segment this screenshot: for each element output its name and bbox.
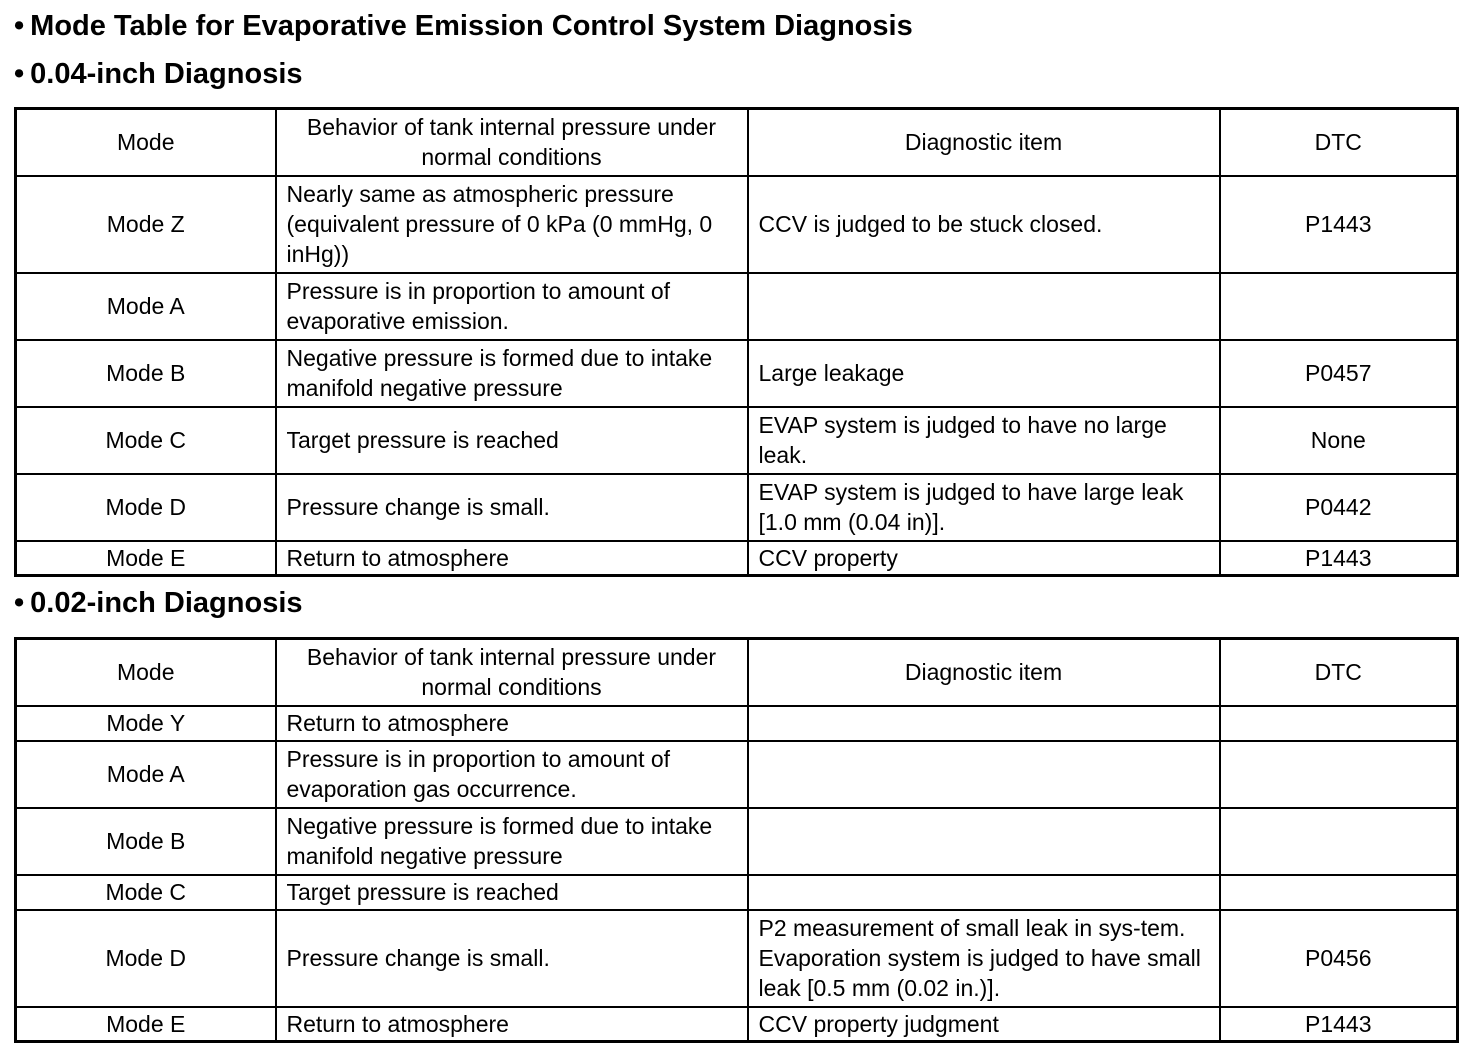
- mode-cell: Mode A: [16, 273, 276, 340]
- table-row: [16, 541, 1458, 576]
- dtc-cell: P0442: [1220, 474, 1458, 541]
- dtc-cell: P1443: [1220, 1007, 1458, 1042]
- diagnostic-item-cell: [748, 741, 1220, 808]
- diagnostic-item-cell: [748, 706, 1220, 741]
- behavior-cell: Pressure is in proportion to amount of evaporation gas occurrence.: [276, 741, 748, 808]
- column-header-behavior: Behavior of tank internal pressure under normal conditions: [276, 639, 748, 706]
- diagnostic-item-cell: CCV property: [748, 541, 1220, 576]
- mode-cell: Mode D: [16, 910, 276, 1007]
- column-header-mode: Mode: [16, 109, 276, 176]
- dtc-cell: P0457: [1220, 340, 1458, 407]
- table-row: [16, 176, 1458, 273]
- mode-cell: Mode Y: [16, 706, 276, 741]
- column-header-diagnostic-item: Diagnostic item: [748, 109, 1220, 176]
- behavior-cell: Negative pressure is formed due to intake manifold negative pressure: [276, 808, 748, 875]
- mode-cell: Mode D: [16, 474, 276, 541]
- table-row: [16, 910, 1458, 1007]
- dtc-cell: P0456: [1220, 910, 1458, 1007]
- mode-cell: Mode B: [16, 808, 276, 875]
- table-row: [16, 407, 1458, 474]
- diagnostic-item-cell: [748, 808, 1220, 875]
- table-row: [16, 741, 1458, 808]
- dtc-cell: [1220, 706, 1458, 741]
- table-row: [16, 273, 1458, 340]
- diagnostic-item-cell: EVAP system is judged to have large leak [1.0 mm (0.04 in)].: [748, 474, 1220, 541]
- dtc-cell: P1443: [1220, 176, 1458, 273]
- dtc-cell: [1220, 808, 1458, 875]
- mode-cell: Mode E: [16, 1007, 276, 1042]
- diagnostic-item-cell: [748, 875, 1220, 910]
- behavior-cell: Nearly same as atmospheric pressure (equivalent pressure of 0 kPa (0 mmHg, 0 inHg)): [276, 176, 748, 273]
- mode-table-002: [14, 637, 1459, 1043]
- dtc-cell: P1443: [1220, 541, 1458, 576]
- diagnostic-item-cell: EVAP system is judged to have no large leak.: [748, 407, 1220, 474]
- behavior-cell: Target pressure is reached: [276, 875, 748, 910]
- section-heading-002: • 0.02-inch Diagnosis: [14, 587, 303, 619]
- bullet-icon: •: [14, 10, 25, 42]
- table-header-row: [16, 639, 1458, 706]
- table-row: [16, 808, 1458, 875]
- diagnostic-item-cell: [748, 273, 1220, 340]
- table-row: [16, 875, 1458, 910]
- behavior-cell: Negative pressure is formed due to intake manifold negative pressure: [276, 340, 748, 407]
- bullet-icon: •: [14, 587, 25, 619]
- diagnostic-item-cell: P2 measurement of small leak in sys-tem. Evaporation system is judged to have small leak [0.5 mm (0.02 in.)].: [748, 910, 1220, 1007]
- behavior-cell: Return to atmosphere: [276, 706, 748, 741]
- behavior-cell: Target pressure is reached: [276, 407, 748, 474]
- mode-cell: Mode A: [16, 741, 276, 808]
- dtc-cell: [1220, 273, 1458, 340]
- diagnostic-item-cell: CCV property judgment: [748, 1007, 1220, 1042]
- column-header-mode: Mode: [16, 639, 276, 706]
- behavior-cell: Pressure change is small.: [276, 910, 748, 1007]
- mode-cell: Mode B: [16, 340, 276, 407]
- column-header-dtc: DTC: [1220, 639, 1458, 706]
- behavior-cell: Return to atmosphere: [276, 1007, 748, 1042]
- column-header-behavior: Behavior of tank internal pressure under normal conditions: [276, 109, 748, 176]
- behavior-cell: Pressure is in proportion to amount of evaporative emission.: [276, 273, 748, 340]
- diagnostic-item-cell: Large leakage: [748, 340, 1220, 407]
- table-row: [16, 340, 1458, 407]
- section-heading-004: • 0.04-inch Diagnosis: [14, 58, 303, 90]
- dtc-cell: None: [1220, 407, 1458, 474]
- mode-cell: Mode C: [16, 407, 276, 474]
- bullet-icon: •: [14, 58, 25, 90]
- dtc-cell: [1220, 741, 1458, 808]
- mode-table-004: [14, 107, 1459, 577]
- table-row: [16, 706, 1458, 741]
- diagnostic-item-cell: CCV is judged to be stuck closed.: [748, 176, 1220, 273]
- column-header-dtc: DTC: [1220, 109, 1458, 176]
- dtc-cell: [1220, 875, 1458, 910]
- mode-cell: Mode Z: [16, 176, 276, 273]
- table-header-row: [16, 109, 1458, 176]
- table-row: [16, 1007, 1458, 1042]
- behavior-cell: Pressure change is small.: [276, 474, 748, 541]
- mode-cell: Mode C: [16, 875, 276, 910]
- table-row: [16, 474, 1458, 541]
- column-header-diagnostic-item: Diagnostic item: [748, 639, 1220, 706]
- behavior-cell: Return to atmosphere: [276, 541, 748, 576]
- document-title: • Mode Table for Evaporative Emission Control System Diagnosis: [14, 10, 913, 42]
- mode-cell: Mode E: [16, 541, 276, 576]
